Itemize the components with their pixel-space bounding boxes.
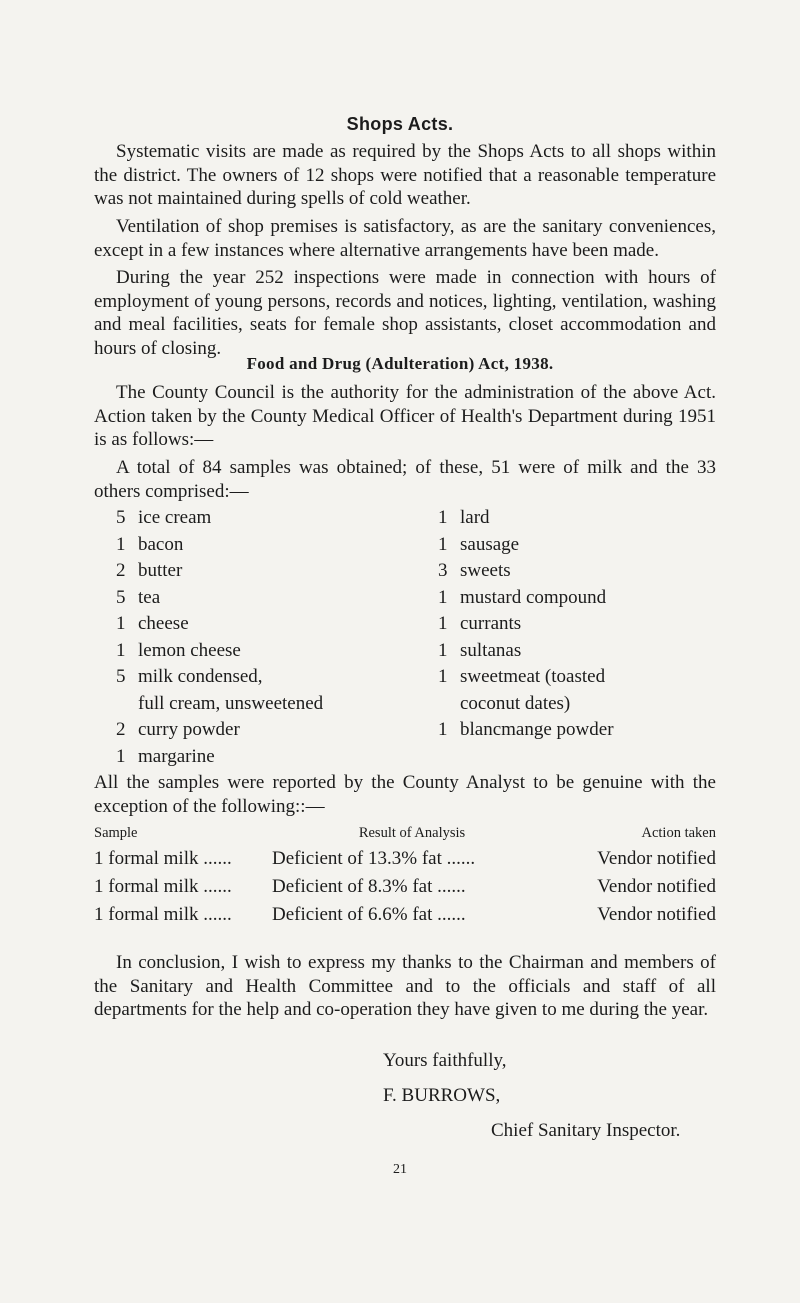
sample-item: curry powder <box>138 719 240 740</box>
sample-item: margarine <box>138 745 215 767</box>
list-item <box>116 611 323 638</box>
list-item <box>116 717 323 744</box>
list-item <box>438 611 614 638</box>
cell-action: Vendor notified <box>597 904 716 925</box>
sample-item: blancmange powder <box>460 719 614 740</box>
list-item <box>116 505 323 532</box>
food-paragraph-2: A total of 84 samples was obtained; of these, 51 were of milk and the 33 others comprised:— <box>94 457 716 502</box>
table-row <box>94 842 716 870</box>
sample-item: bacon <box>138 533 184 555</box>
sample-count: 1 <box>116 639 126 661</box>
list-item <box>438 638 614 665</box>
food-paragraph-1: The County Council is the authority for the administration of the above Act. Action taken by the County Medical Officer of Health's Department during 1951 is as follows:— <box>94 382 716 450</box>
list-item <box>116 532 323 559</box>
sample-item: sausage <box>460 533 520 555</box>
shops-paragraph-2: Ventilation of shop premises is satisfactory, as are the sanitary conveniences, except in a few instances where alternative arrangements have been made. <box>94 216 716 261</box>
cell-action: Vendor notified <box>597 848 716 869</box>
sample-count: 1 <box>438 639 448 661</box>
sample-item: ice cream <box>138 507 212 528</box>
sample-item: tea <box>138 586 161 608</box>
sample-item: lard <box>460 507 490 528</box>
sample-count: 5 <box>116 666 126 687</box>
column-header-sample: Sample <box>94 825 138 841</box>
list-item <box>116 664 323 691</box>
sample-count: 1 <box>438 666 448 687</box>
column-header-action: Action taken <box>641 825 716 841</box>
sample-item: milk condensed, <box>138 666 263 687</box>
conclusion-paragraph: In conclusion, I wish to express my thanks to the Chairman and members of the Sanitary and Health Committee and to the officials and staff of all departments for the help and co-operation they have given to me during the year. <box>94 952 716 1020</box>
results-table-header <box>94 818 716 842</box>
list-item <box>116 585 323 612</box>
list-item <box>438 505 614 532</box>
samples-list-right <box>438 505 614 744</box>
sample-item: sweets <box>460 560 511 581</box>
cell-action: Vendor notified <box>597 876 716 897</box>
table-row <box>94 898 716 926</box>
cell-result: Deficient of 8.3% fat ...... <box>272 876 466 897</box>
sample-item: sultanas <box>460 639 522 661</box>
sample-item: lemon cheese <box>138 639 241 661</box>
sample-count: 1 <box>438 613 448 634</box>
list-item <box>438 532 614 559</box>
list-item <box>438 585 614 612</box>
list-item <box>116 744 323 771</box>
sample-count: 1 <box>116 533 126 555</box>
sample-count: 2 <box>116 560 126 581</box>
sample-item: sweetmeat (toasted <box>460 666 606 687</box>
cell-result: Deficient of 13.3% fat ...... <box>272 848 476 869</box>
sample-count: 1 <box>438 719 448 740</box>
results-intro: All the samples were reported by the County Analyst to be genuine with the exception of the following::— <box>94 772 716 817</box>
sample-item: currants <box>460 613 522 634</box>
sample-count: 5 <box>116 507 126 528</box>
list-item <box>438 558 614 585</box>
sample-count: 1 <box>438 533 448 555</box>
sample-count: 2 <box>116 719 126 740</box>
list-item <box>116 558 323 585</box>
sample-item: mustard compound <box>460 586 607 608</box>
sample-count: 3 <box>438 560 448 581</box>
sample-item-continuation: full cream, unsweetened <box>138 692 324 714</box>
sample-item-continuation: coconut dates) <box>460 692 571 714</box>
sample-item: butter <box>138 560 183 581</box>
sample-count: 1 <box>116 613 126 634</box>
sample-count: 1 <box>438 507 448 528</box>
list-item <box>438 717 614 744</box>
cell-sample: 1 formal milk ...... <box>94 848 232 869</box>
list-item <box>438 664 614 691</box>
shops-paragraph-1: Systematic visits are made as required by the Shops Acts to all shops within the district. The owners of 12 shops were notified that a reasonable temperature was not maintained during spells of cold weather. <box>94 141 716 209</box>
list-item <box>116 638 323 665</box>
signature-title: Chief Sanitary Inspector. <box>491 1120 681 1141</box>
table-row <box>94 870 716 898</box>
sample-count: 1 <box>116 745 126 767</box>
cell-sample: 1 formal milk ...... <box>94 904 232 925</box>
sample-count: 5 <box>116 586 126 608</box>
column-header-result: Result of Analysis <box>358 825 466 841</box>
page-number: 21 <box>393 1162 407 1177</box>
cell-result: Deficient of 6.6% fat ...... <box>272 904 466 925</box>
sample-count: 1 <box>438 586 448 608</box>
samples-list-left <box>116 505 323 770</box>
results-table <box>94 818 716 926</box>
food-act-heading: Food and Drug (Adulteration) Act, 1938. <box>246 354 554 373</box>
signature-closing: Yours faithfully, <box>383 1050 507 1071</box>
signature-name: F. BURROWS, <box>383 1085 501 1106</box>
sample-item: cheese <box>138 613 189 634</box>
cell-sample: 1 formal milk ...... <box>94 876 232 897</box>
page-title: Shops Acts. <box>346 114 454 134</box>
shops-paragraph-3: During the year 252 inspections were made in connection with hours of employment of young persons, records and notices, lighting, ventilation, washing and meal facilities, seats for female shop assistants, closet accommodation and hours of closing. <box>94 267 716 359</box>
